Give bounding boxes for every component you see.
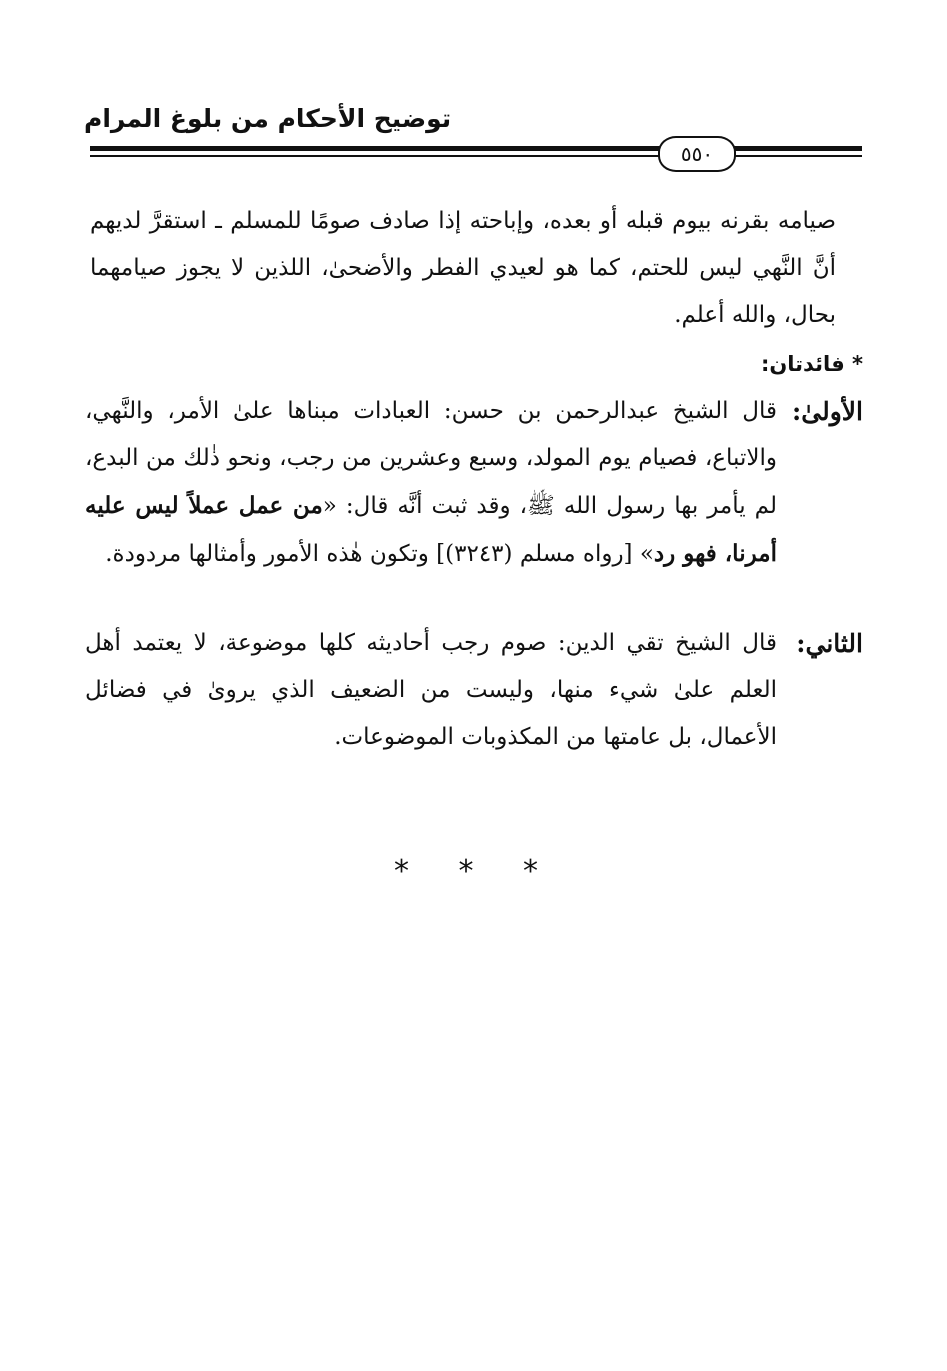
benefit-first-label: الأولىٰ: [792,397,863,426]
intro-paragraph: صيامه بقرنه بيوم قبله أو بعده، وإباحته إذا صادف صومًا للمسلم ـ استقرَّ لديهم أنَّ النَّهي ليس للحتم، كما هو لعيدي الفطر والأضحىٰ، اللذين لا يجوز صيامهما بحال، والله أعلم. [90,208,836,328]
benefit-first [85,388,863,578]
page-number: ٥٥٠ [658,136,736,172]
benefits-heading: * فائدتان: [760,352,863,376]
benefit-first-text-after: » [رواه مسلم (٣٢٤٣)] وتكون هٰذه الأمور وأمثالها مردودة. [105,541,654,567]
benefit-first-text [85,388,777,578]
hadith-quote: من عمل عملاً ليس عليه أمرنا، فهو رد [85,492,777,567]
benefit-second-label: الثاني: [796,629,863,658]
benefit-first-text-before: قال الشيخ عبدالرحمن بن حسن: العبادات مبناها علىٰ الأمر، والنَّهي، والاتباع، فصيام يوم المولد، وسبع وعشرين من رجب، ونحو ذٰلك من البدع، لم يأمر بها رسول الله ﷺ، وقد ثبت أنَّه قال: « [85,398,777,519]
header-rule-thick [90,146,862,151]
header-rule-thin [90,155,862,157]
benefit-second [85,620,863,761]
book-title: توضيح الأحكام من بلوغ المرام [84,104,452,133]
section-separator: * * * [393,854,559,889]
benefit-second-text: قال الشيخ تقي الدين: صوم رجب أحاديثه كلها موضوعة، لا يعتمد أهل العلم علىٰ شيء منها، وليست من الضعيف الذي يروىٰ في فضائل الأعمال، بل عامتها من المكذوبات الموضوعات. [85,630,777,750]
